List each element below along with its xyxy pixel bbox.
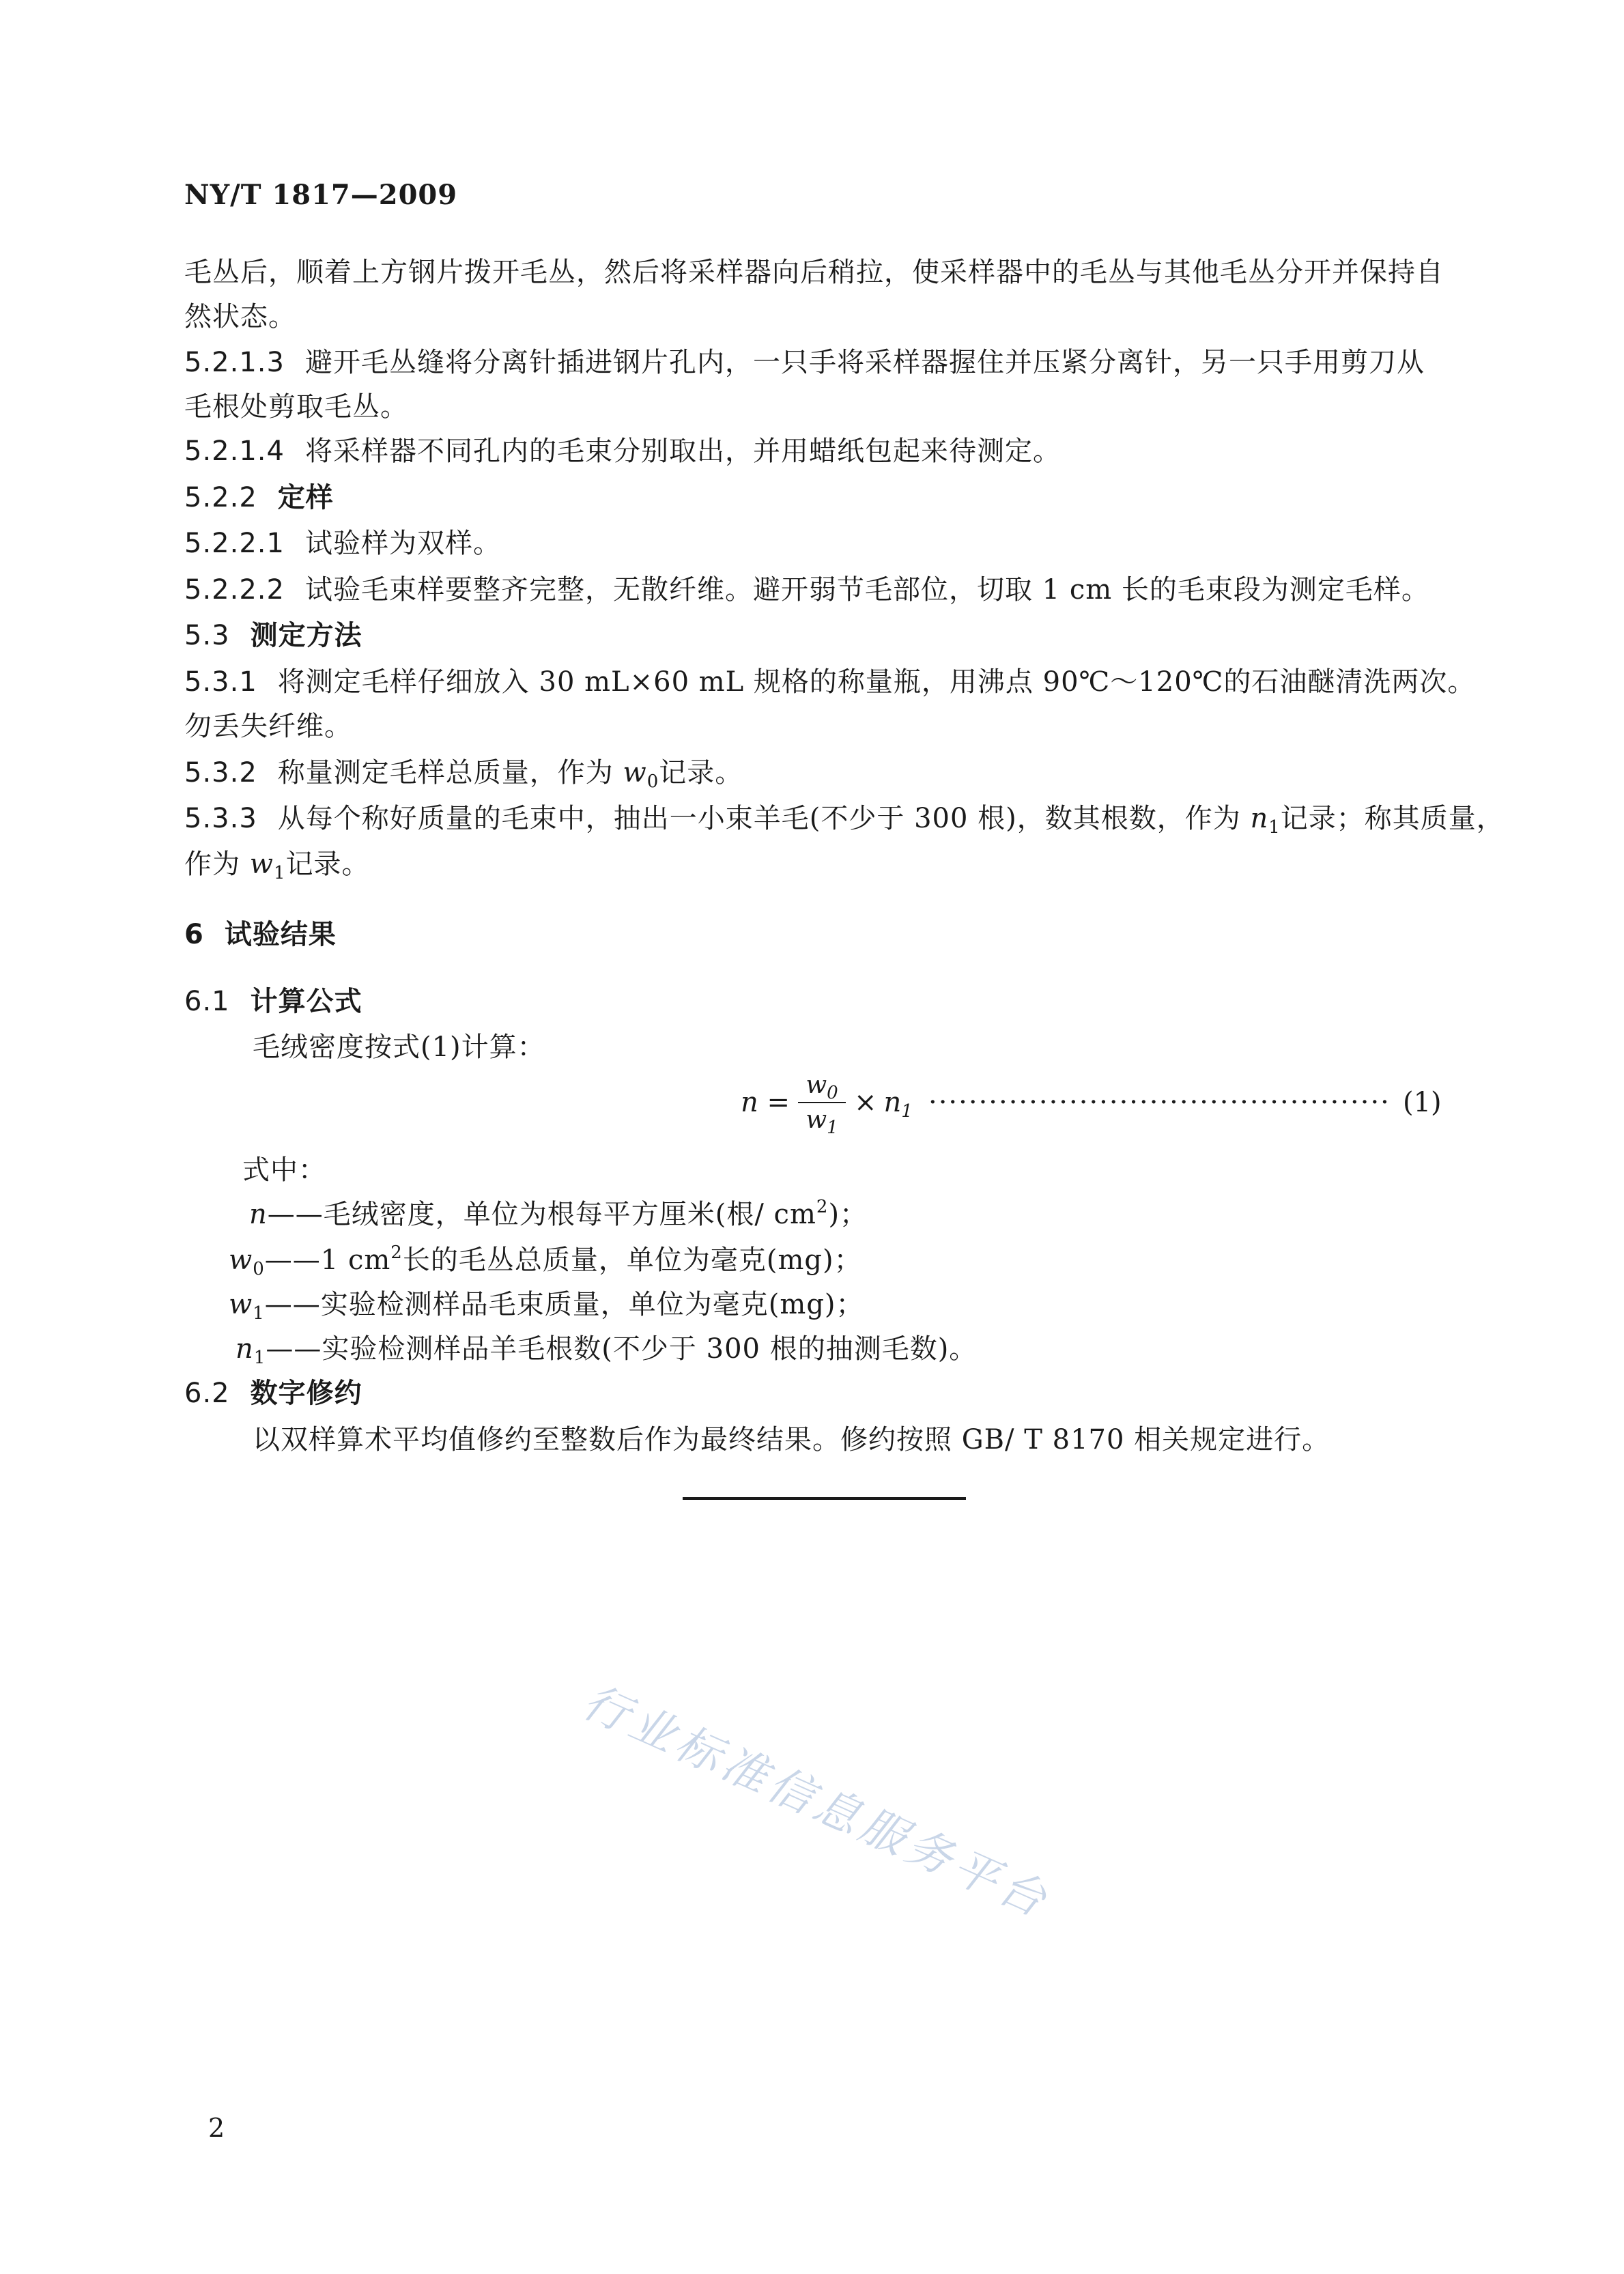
clause-text: 将测定毛样仔细放入 30 mL×60 mL 规格的称量瓶，用沸点 90℃～120℃的石油醚清洗两次。 <box>277 666 1476 698</box>
definition-w1: $w_1——$实验检测样品毛束质量，单位为毫克(mg)； <box>229 1289 864 1324</box>
clause-5-2-2-2 <box>184 573 1429 606</box>
heading-6-2 <box>184 1377 362 1410</box>
heading-text: 试验结果 <box>224 918 337 950</box>
clause-text: 将采样器不同孔内的毛束分别取出，并用蜡纸包起来待测定。 <box>304 436 1061 467</box>
clause-number: 5.2.2.2 <box>184 574 285 606</box>
symbol-w: w <box>623 757 647 788</box>
fraction <box>798 1071 846 1138</box>
clause-text: 记录；称其质量， <box>1280 803 1505 834</box>
clause-number: 5.2.1.4 <box>184 436 285 467</box>
equation-number: (1) <box>1403 1087 1442 1118</box>
clause-number: 5.2.2.1 <box>184 528 285 559</box>
paragraph-line: 以双样算术平均值修约至整数后作为最终结果。修约按照 GB/ T 8170 相关规定进行。 <box>253 1424 1330 1455</box>
formula-n1: $n_1$ <box>883 1087 913 1122</box>
paragraph-line: 毛绒密度按式(1)计算： <box>253 1032 545 1063</box>
page-number: 2 <box>208 2113 225 2143</box>
clause-5-2-2-1 <box>184 527 501 560</box>
definition-w0: $w_0——1$ $cm^2$长的毛丛总质量，单位为毫克(mg)； <box>229 1242 862 1279</box>
subscript: 0 <box>646 771 659 792</box>
formula <box>741 1065 913 1140</box>
leader-dots: ·············································· <box>928 1087 1391 1118</box>
clause-text: 称量测定毛样总质量，作为 <box>277 757 623 788</box>
clause-text: 避开毛丛缝将分离针插进钢片孔内，一只手将采样器握住并压紧分离针，另一只手用剪刀从 <box>304 347 1425 378</box>
paragraph-line: 然状态。 <box>184 301 296 332</box>
subscript: 1 <box>1268 817 1281 838</box>
clause-number: 6.2 <box>184 1378 230 1409</box>
definition-n: n——毛绒密度，单位为根每平方厘米(根/ $cm^2$)； <box>249 1197 868 1230</box>
standard-number: NY/T 1817—2009 <box>184 179 458 211</box>
clause-text: 作为 <box>184 849 250 880</box>
where-label: 式中： <box>242 1154 326 1186</box>
clause-number: 5.3.2 <box>184 757 257 788</box>
clause-5-2-1-3 <box>184 346 1425 379</box>
clause-number: 5.3 <box>184 620 230 651</box>
heading-5-2-2 <box>184 481 334 514</box>
clause-number: 5.2.2 <box>184 482 257 513</box>
fraction-bar <box>798 1102 846 1103</box>
clause-text: 记录。 <box>659 757 743 788</box>
clause-text: 试验毛束样要整齐完整，无散纤维。避开弱节毛部位，切取 1 cm 长的毛束段为测定毛样。 <box>304 574 1429 606</box>
end-rule <box>683 1497 966 1500</box>
clause-text: 记录。 <box>285 849 370 880</box>
numerator: $w_0$ <box>806 1071 838 1103</box>
subscript: 1 <box>273 863 286 883</box>
paragraph-line: 毛丛后，顺着上方钢片拨开毛丛，然后将采样器向后稍拉，使采样器中的毛丛与其他毛丛分开并保持自 <box>184 257 1444 288</box>
paragraph-line: 勿丢失纤维。 <box>184 711 352 742</box>
heading-6 <box>184 918 337 951</box>
paragraph-line: 毛根处剪取毛丛。 <box>184 391 408 423</box>
clause-text: 试验样为双样。 <box>304 528 501 559</box>
clause-number: 5.3.1 <box>184 666 257 698</box>
heading-text: 测定方法 <box>250 619 362 651</box>
clause-number: 5.3.3 <box>184 803 257 834</box>
clause-5-3-3 <box>184 802 1505 838</box>
heading-6-1 <box>184 985 362 1018</box>
clause-5-3-2 <box>184 756 743 792</box>
definition-n1: $n_1——$实验检测样品羊毛根数(不少于 300 根的抽测毛数)。 <box>236 1333 978 1368</box>
symbol-n: n <box>1250 803 1269 834</box>
denominator: $w_1$ <box>806 1106 838 1138</box>
heading-text: 定样 <box>277 481 334 513</box>
clause-number: 6 <box>184 919 204 950</box>
heading-5-3 <box>184 619 362 652</box>
clause-number: 5.2.1.3 <box>184 347 285 378</box>
clause-5-2-1-4 <box>184 435 1061 468</box>
clause-5-3-1 <box>184 666 1475 698</box>
watermark: 行业标准信息服务平台 <box>575 1675 1058 1929</box>
times-sign: × <box>854 1087 877 1118</box>
clause-number: 6.1 <box>184 986 230 1017</box>
symbol-w: w <box>249 849 274 880</box>
paragraph-line <box>184 848 370 881</box>
heading-text: 数字修约 <box>250 1377 362 1409</box>
clause-text: 从每个称好质量的毛束中，抽出一小束羊毛(不少于 300 根)，数其根数，作为 <box>277 803 1251 834</box>
formula-lhs: n = <box>741 1087 790 1118</box>
heading-text: 计算公式 <box>250 985 362 1017</box>
